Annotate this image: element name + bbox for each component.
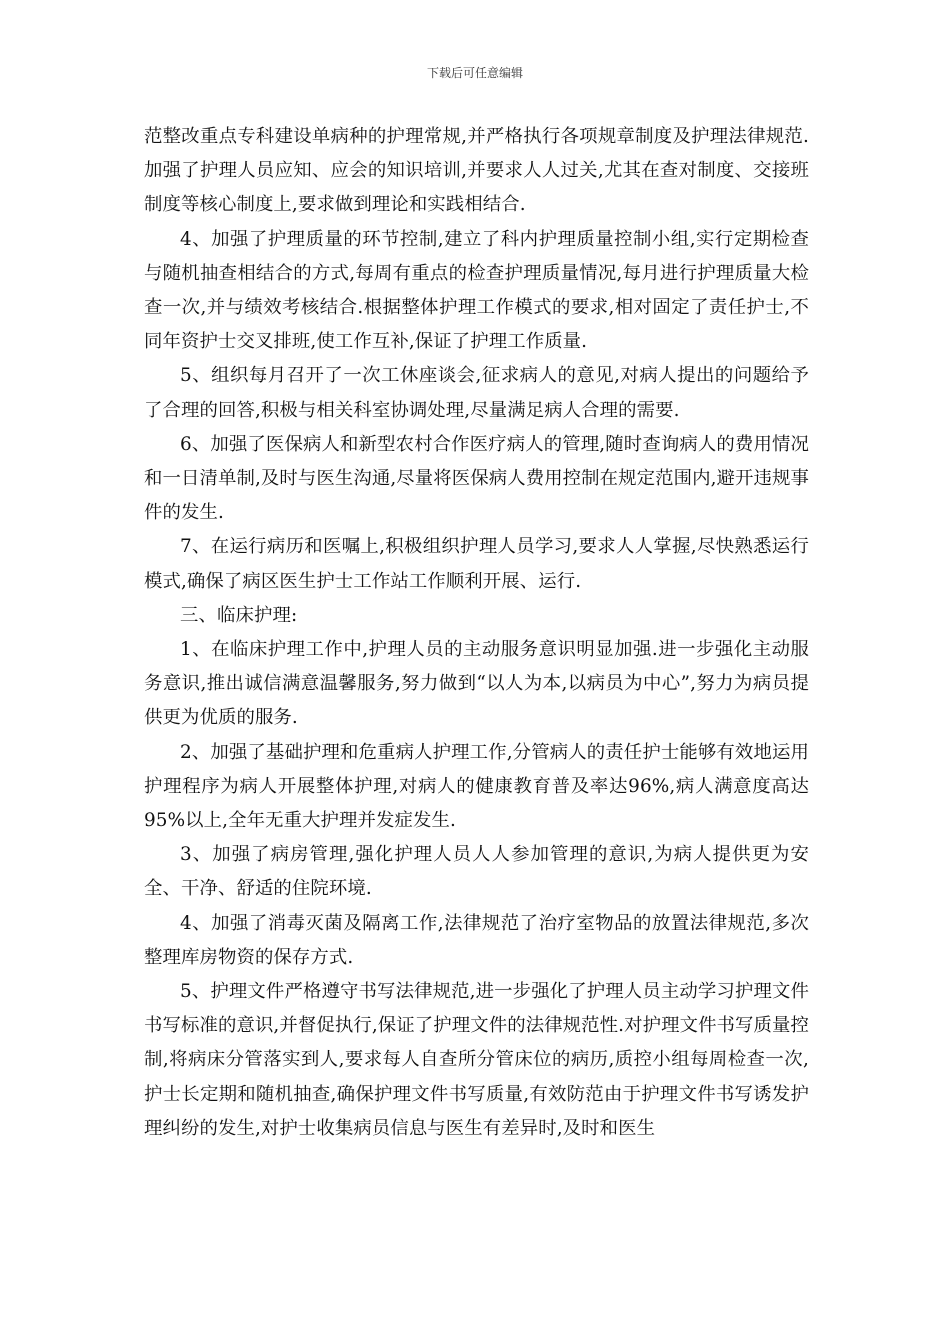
paragraph-10: 4、加强了消毒灭菌及隔离工作,法律规范了治疗室物品的放置法律规范,多次整理库房物资的保存方式.	[144, 912, 809, 968]
paragraph-11: 5、护理文件严格遵守书写法律规范,进一步强化了护理人员主动学习护理文件书写标准的意识,并督促执行,保证了护理文件的法律规范性.对护理文件书写质量控制,将病床分管落实到人,要求每人自查所分管床位的病历,质控小组每周检查一次,护士长定期和随机抽查,确保护理文件书写质量,有效防范由于护理文件书写诱发护理纠纷的发生,对护士收集病员信息与医生有差异时,及时和医生	[144, 981, 810, 1139]
paragraph-3: 5、组织每月召开了一次工休座谈会,征求病人的意见,对病人提出的问题给予了合理的回答,积极与相关科室协调处理,尽量满足病人合理的需要.	[144, 365, 809, 421]
paragraph-1: 范整改重点专科建设单病种的护理常规,并严格执行各项规章制度及护理法律规范.加强了护理人员应知、应会的知识培训,并要求人人过关,尤其在查对制度、交接班制度等核心制度上,要求做到理论和实践相结合.	[144, 126, 809, 216]
paragraph-8: 2、加强了基础护理和危重病人护理工作,分管病人的责任护士能够有效地运用护理程序为病人开展整体护理,对病人的健康教育普及率达96%,病人满意度高达95%以上,全年无重大护理并发症发生.	[144, 741, 809, 832]
paragraph-9: 3、加强了病房管理,强化护理人员人人参加管理的意识,为病人提供更为安全、干净、舒适的住院环境.	[144, 844, 809, 900]
paragraph-7: 1、在临床护理工作中,护理人员的主动服务意识明显加强.进一步强化主动服务意识,推出诚信满意温馨服务,努力做到“以人为本,以病员为中心”,努力为病员提供更为优质的服务.	[144, 639, 809, 729]
paragraph-2: 4、加强了护理质量的环节控制,建立了科内护理质量控制小组,实行定期检查与随机抽查相结合的方式,每周有重点的检查护理质量情况,每月进行护理质量大检查一次,并与绩效考核结合.根据整体护理工作模式的要求,相对固定了责任护士,不同年资护士交叉排班,使工作互补,保证了护理工作质量.	[144, 228, 809, 353]
paragraph-5: 7、在运行病历和医嘱上,积极组织护理人员学习,要求人人掌握,尽快熟悉运行模式,确保了病区医生护士工作站工作顺利开展、运行.	[144, 536, 809, 592]
section-heading: 三、临床护理:	[180, 604, 298, 626]
page-header: 下载后可任意编辑	[426, 66, 523, 80]
paragraph-4: 6、加强了医保病人和新型农村合作医疗病人的管理,随时查询病人的费用情况和一日清单制,及时与医生沟通,尽量将医保病人费用控制在规定范围内,避开违规事件的发生.	[144, 433, 810, 524]
document-body	[144, 120, 809, 1146]
